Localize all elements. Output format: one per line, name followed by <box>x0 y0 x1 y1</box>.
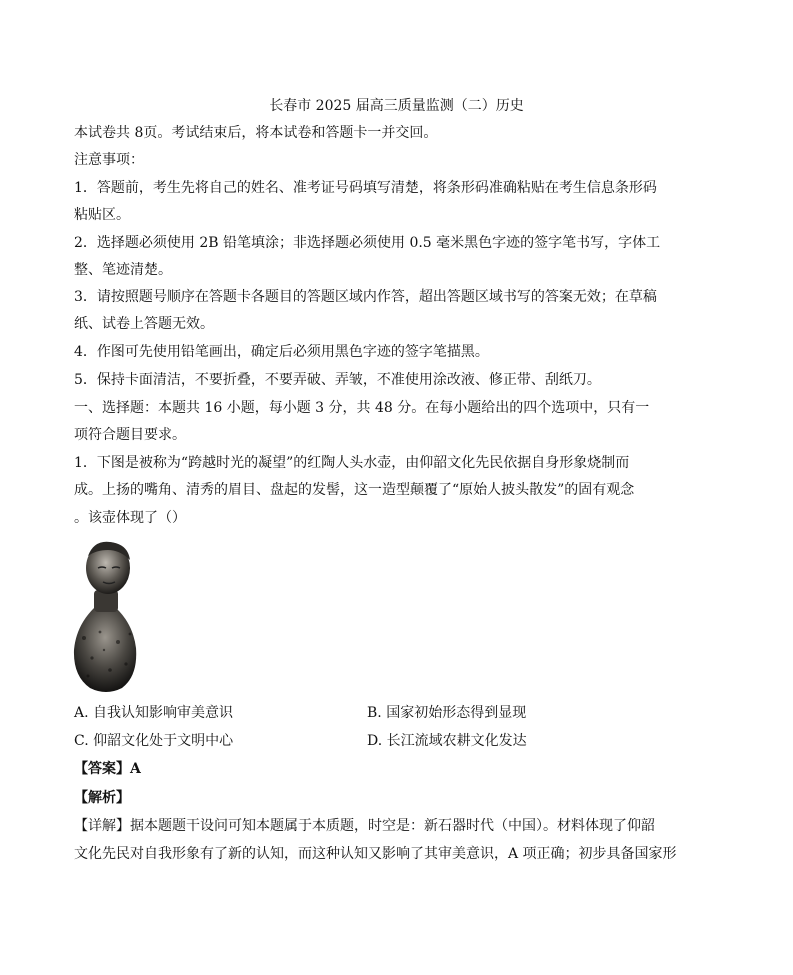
section-heading-cont: 项符合题目要求。 <box>74 427 186 443</box>
pottery-head-jar-image <box>70 538 142 694</box>
question-stem: 1．下图是被称为“跨越时光的凝望”的红陶人头水壶，由仰韶文化先民依据自身形象烧制而 <box>74 455 630 471</box>
exam-title: 长春市 2025 届高三质量监测（二）历史 <box>269 98 524 114</box>
detail-line: 【详解】据本题题干设问可知本题属于本质题，时空是：新石器时代（中国）。材料体现了仰韶 <box>74 818 655 834</box>
option-c: C. 仰韶文化处于文明中心 <box>74 733 234 749</box>
question-stem: 。该壶体现了（） <box>74 510 186 526</box>
notice-line: 粘贴区。 <box>74 207 130 223</box>
notice-line: 整、笔迹清楚。 <box>74 262 172 278</box>
section-heading: 一、选择题：本题共 16 小题，每小题 3 分，共 48 分。在每小题给出的四个选项中，只有一 <box>74 400 650 416</box>
exam-intro: 本试卷共 8页。考试结束后，将本试卷和答题卡一并交回。 <box>74 125 438 141</box>
option-d: D. 长江流域农耕文化发达 <box>367 733 527 749</box>
detail-line: 文化先民对自我形象有了新的认知，而这种认知又影响了其审美意识，A 项正确；初步具备国家形 <box>74 846 677 862</box>
notice-line: 5．保持卡面清洁，不要折叠，不要弄破、弄皱，不准使用涂改液、修正带、刮纸刀。 <box>74 372 601 388</box>
answer-line: 【答案】A <box>74 761 141 777</box>
notice-line: 2．选择题必须使用 2B 铅笔填涂；非选择题必须使用 0.5 毫米黑色字迹的签字笔书写，字体工 <box>74 235 661 251</box>
analysis-heading: 【解析】 <box>74 790 130 806</box>
notice-line: 4．作图可先使用铅笔画出，确定后必须用黑色字迹的签字笔描黑。 <box>74 344 489 360</box>
notice-heading: 注意事项： <box>74 152 144 168</box>
option-a: A. 自我认知影响审美意识 <box>74 705 234 721</box>
notice-line: 3．请按照题号顺序在答题卡各题目的答题区域内作答，超出答题区域书写的答案无效；在草稿 <box>74 289 657 305</box>
option-b: B. 国家初始形态得到显现 <box>367 705 527 721</box>
notice-line: 纸、试卷上答题无效。 <box>74 316 214 332</box>
notice-line: 1．答题前，考生先将自己的姓名、准考证号码填写清楚，将条形码准确粘贴在考生信息条形码 <box>74 180 657 196</box>
question-stem: 成。上扬的嘴角、清秀的眉目、盘起的发髻，这一造型颠覆了“原始人披头散发”的固有观念 <box>74 482 635 498</box>
